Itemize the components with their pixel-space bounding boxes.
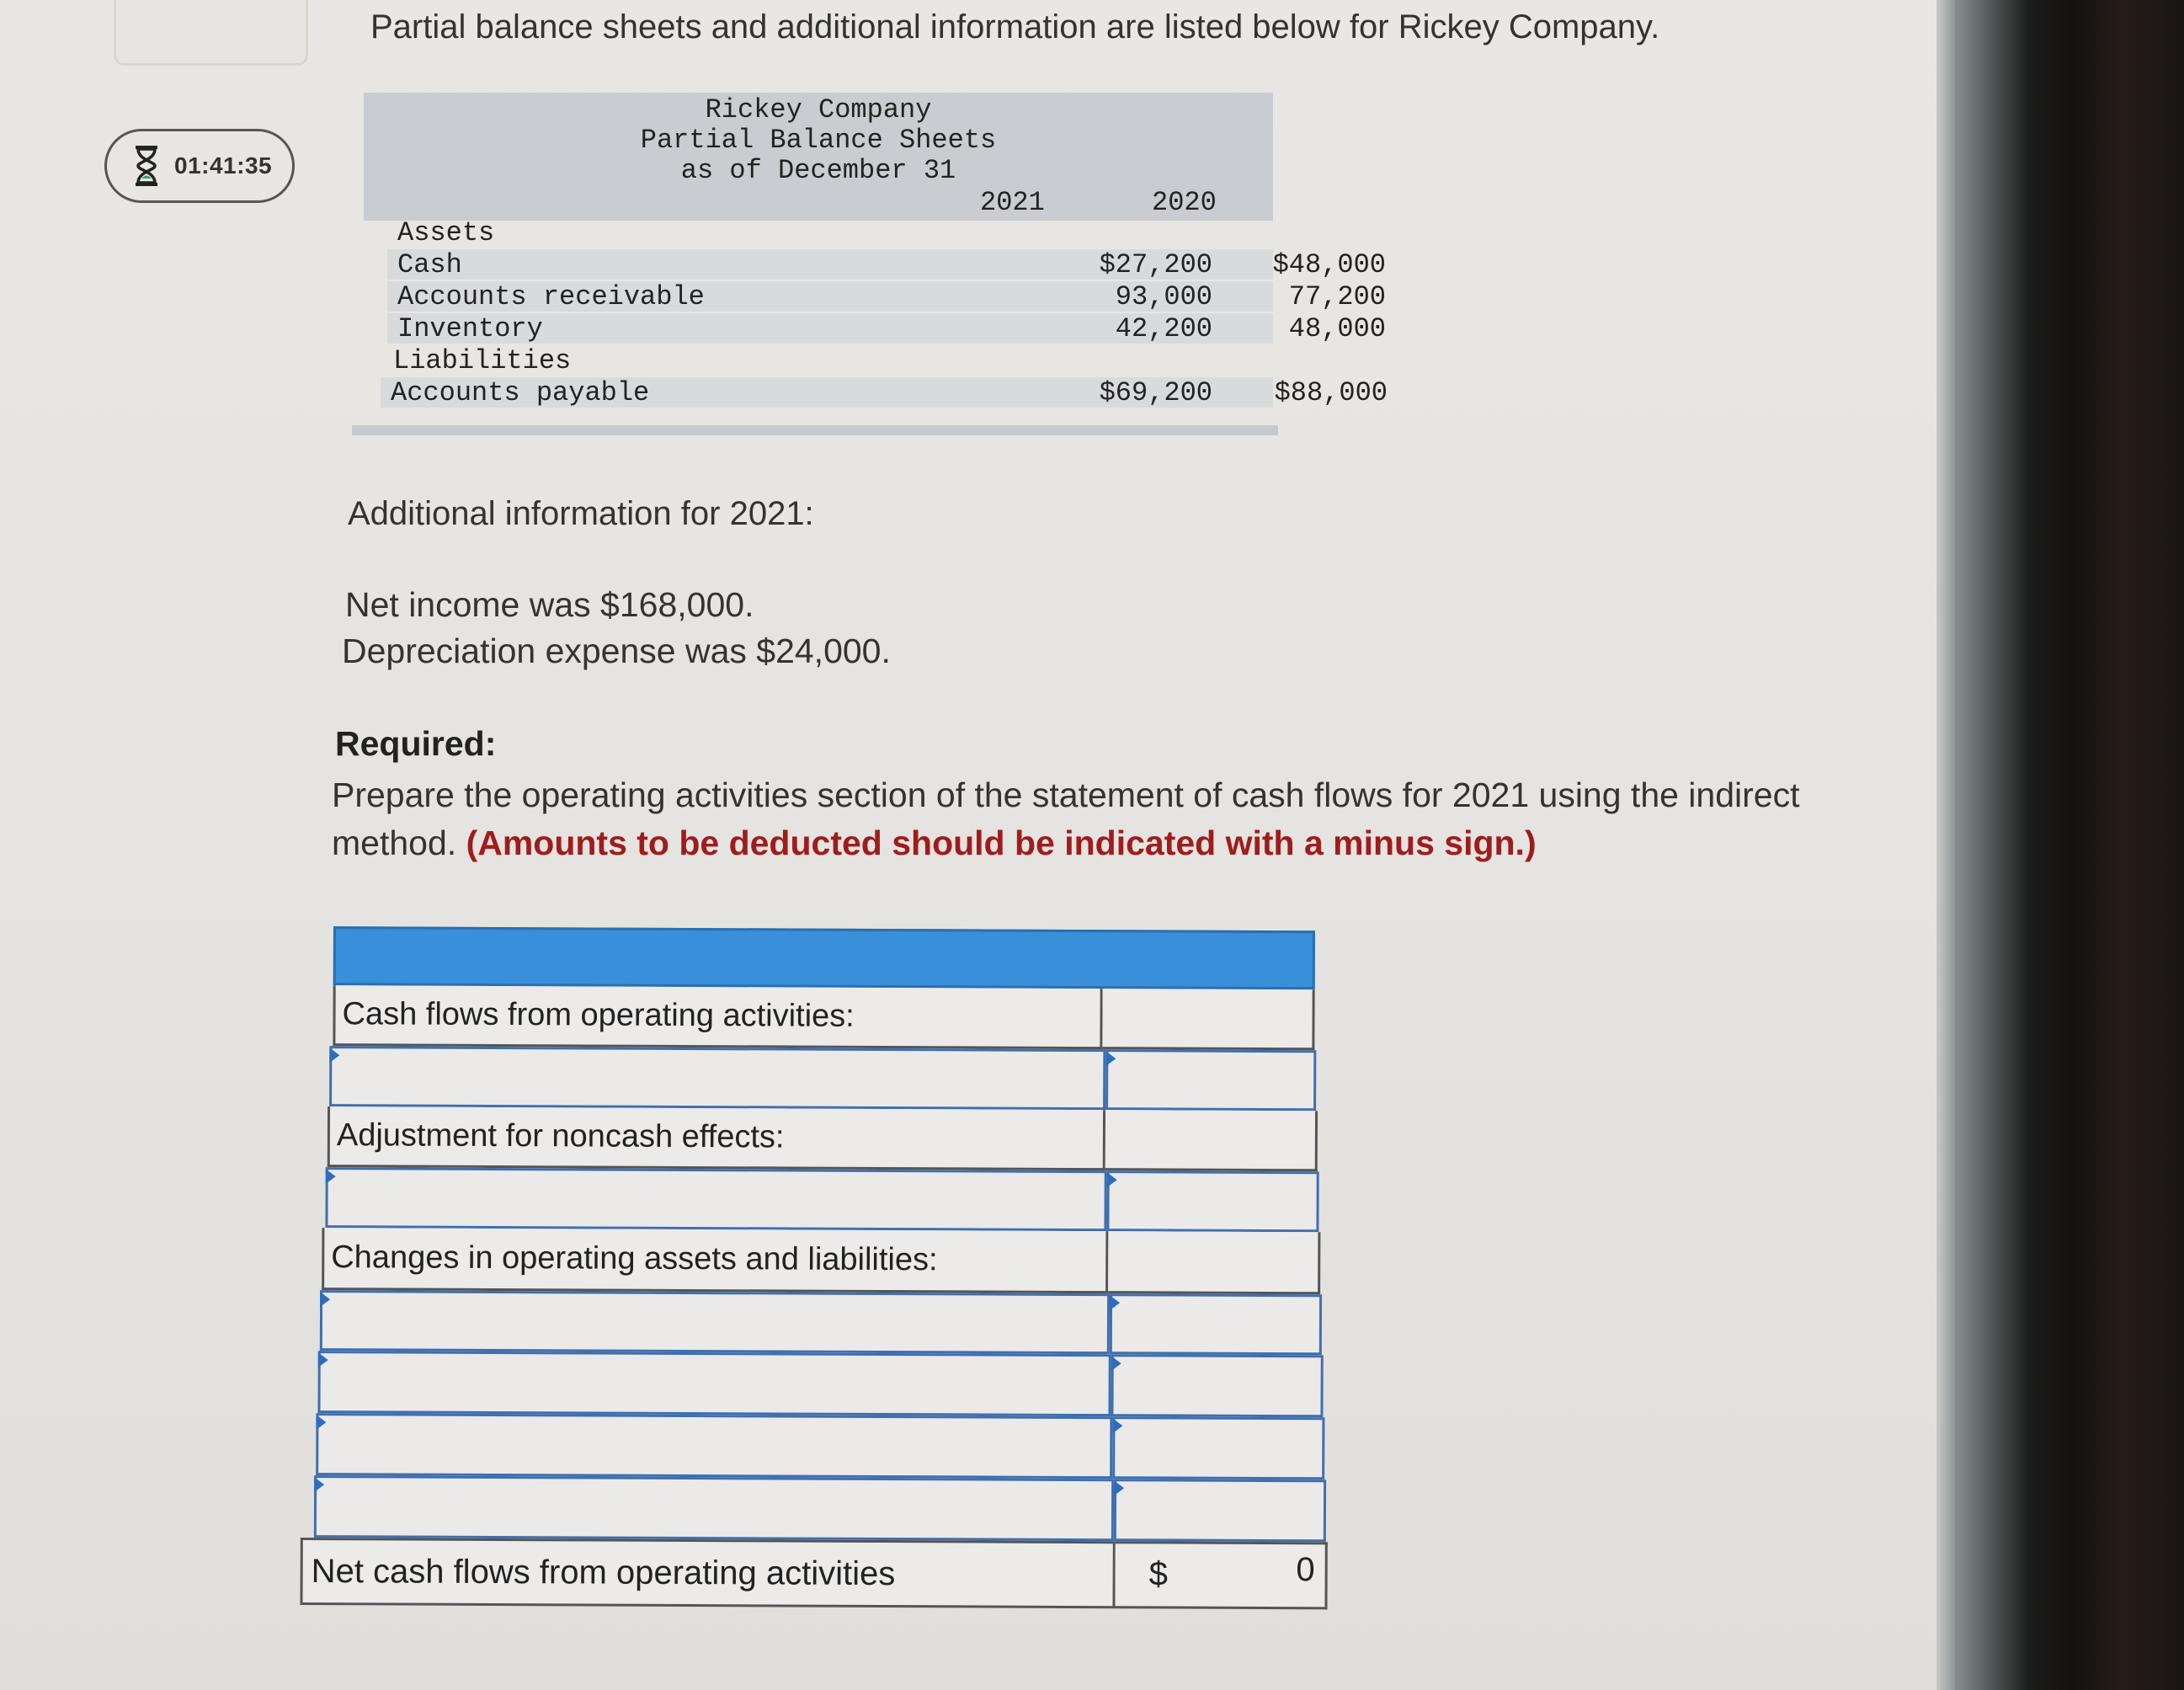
dropdown-marker-icon	[316, 1415, 326, 1430]
bs-value-2021: 42,200	[1115, 313, 1212, 344]
bs-row-cash	[387, 249, 1386, 280]
bs-row-accounts-receivable	[387, 281, 1386, 312]
balance-sheet-bottom-rule	[352, 425, 1278, 435]
net-income-line: Net income was $168,000.	[345, 585, 754, 624]
bs-row-inventory	[387, 313, 1386, 344]
change-item-amount-input-3[interactable]	[1112, 1416, 1324, 1479]
top-card	[114, 0, 308, 66]
required-emphasis: (Amounts to be deducted should be indicated with a minus sign.)	[466, 824, 1537, 862]
bs-label: Cash	[397, 249, 462, 280]
change-item-select-1[interactable]	[320, 1290, 1110, 1354]
section-noncash-label: Adjustment for noncash effects:	[328, 1106, 1105, 1170]
year-2020-header: 2020	[1152, 187, 1217, 218]
monitor-bezel	[1936, 0, 2184, 1690]
section-noncash-amount	[1105, 1110, 1318, 1171]
dropdown-marker-icon	[326, 1169, 336, 1184]
operating-item-amount-input[interactable]	[1105, 1049, 1316, 1111]
bs-value-2021: $27,200	[1099, 249, 1212, 280]
bs-row-assets	[387, 217, 1273, 248]
depreciation-line: Depreciation expense was $24,000.	[342, 632, 891, 670]
currency-symbol: $	[1148, 1555, 1168, 1593]
dropdown-marker-icon	[1111, 1356, 1121, 1371]
dropdown-marker-icon	[1105, 1051, 1116, 1066]
change-item-select-4[interactable]	[314, 1475, 1114, 1541]
timer-text: 01:41:35	[174, 152, 273, 179]
bs-label: Inventory	[397, 313, 543, 344]
section-operating-amount	[1102, 989, 1314, 1050]
bs-row-liabilities	[383, 345, 1269, 376]
bs-label: Accounts payable	[391, 377, 650, 408]
required-title: Required:	[335, 724, 497, 763]
dropdown-marker-icon	[1112, 1418, 1122, 1433]
bs-value-2020: $48,000	[1272, 249, 1386, 280]
section-changes-label: Changes in operating assets and liabilities:	[322, 1228, 1108, 1293]
sheet-title: Partial Balance Sheets	[640, 125, 997, 156]
dropdown-marker-icon	[329, 1048, 339, 1063]
year-2021-header: 2021	[980, 187, 1045, 218]
sheet-date: as of December 31	[680, 155, 956, 186]
required-instruction: Prepare the operating activities section of the statement of cash flows for 2021 using the indirect method.	[332, 776, 1800, 862]
bs-label: Assets	[397, 217, 495, 248]
noncash-item-amount-input[interactable]	[1106, 1170, 1318, 1232]
dropdown-marker-icon	[320, 1292, 330, 1307]
net-cash-flows-total	[1115, 1541, 1327, 1609]
change-item-amount-input-1[interactable]	[1110, 1293, 1322, 1355]
noncash-item-select[interactable]	[325, 1167, 1106, 1231]
intro-text: Partial balance sheets and additional information are listed below for Rickey Company.	[370, 8, 1660, 45]
balance-sheet-header	[364, 93, 1273, 221]
bs-label: Accounts receivable	[397, 281, 705, 312]
additional-heading: Additional information for 2021:	[348, 495, 814, 532]
bs-row-accounts-payable	[381, 377, 1388, 408]
bs-label: Liabilities	[393, 345, 572, 376]
dropdown-marker-icon	[1114, 1480, 1124, 1495]
hourglass-icon	[132, 145, 161, 187]
bs-value-2020: 77,200	[1288, 281, 1386, 312]
bs-value-2020: $88,000	[1274, 377, 1388, 408]
dropdown-marker-icon	[1107, 1172, 1117, 1187]
bs-value-2020: 48,000	[1288, 313, 1386, 344]
section-operating-label: Cash flows from operating activities:	[333, 985, 1102, 1049]
net-cash-flows-value: 0	[1296, 1551, 1315, 1589]
change-item-select-3[interactable]	[316, 1413, 1112, 1479]
section-changes-amount	[1108, 1231, 1320, 1294]
bs-value-2021: 93,000	[1115, 281, 1212, 312]
company-name: Rickey Company	[705, 94, 932, 125]
operating-item-select[interactable]	[329, 1046, 1105, 1110]
dropdown-marker-icon	[1110, 1295, 1120, 1310]
timer-badge	[104, 129, 295, 203]
bs-value-2021: $69,200	[1099, 377, 1212, 408]
net-cash-flows-label: Net cash flows from operating activities	[300, 1538, 1115, 1608]
dropdown-marker-icon	[314, 1477, 324, 1492]
change-item-amount-input-2[interactable]	[1111, 1354, 1323, 1417]
worksheet-header-bar	[333, 926, 1315, 989]
bezel-edge	[1936, 0, 1955, 1690]
operating-activities-worksheet	[300, 926, 1330, 1608]
required-text	[332, 771, 1889, 867]
dropdown-marker-icon	[318, 1352, 328, 1367]
change-item-amount-input-4[interactable]	[1114, 1479, 1326, 1542]
change-item-select-2[interactable]	[317, 1351, 1111, 1416]
